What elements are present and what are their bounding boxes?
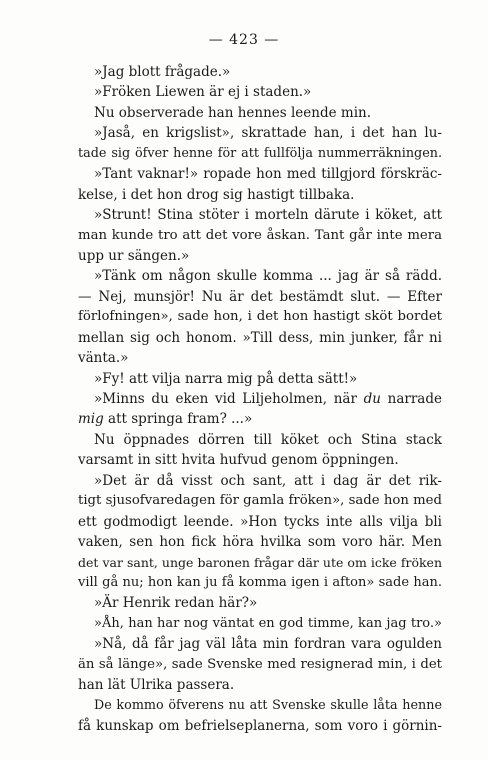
text-line: »Fy! att vilja narra mig på detta sätt!»: [94, 370, 358, 387]
text-line: De kommo öfverens nu att Svenske skulle låta henne: [94, 697, 442, 713]
text-line: få kunskap om befrielseplanerna, som voro i görnin-: [78, 718, 442, 734]
text-line: vänta.»: [78, 350, 129, 367]
emphasized-word: mig: [78, 411, 104, 428]
text-line: varsamt in sitt hvita hufvud genom öppningen.: [78, 452, 399, 469]
text-line: det var sant, unge baronen frågar där ute om icke fröken: [78, 554, 442, 570]
text-line: kelse, i det hon drog sig hastigt tillbaka.: [78, 186, 355, 203]
text-line: man kunde tro att det vore åskan. Tant går inte mera: [78, 227, 442, 243]
text-line: tigt sjusofvaredagen för gamla fröken», sade hon med: [78, 493, 442, 509]
text-line: — Nej, munsjör! Nu är det bestämdt slut. — Efter: [78, 288, 442, 305]
text-line: Nu öppnades dörren till köket och Stina stack: [94, 431, 442, 448]
text-line: »Åh, han har nog väntat en god timme, kan jag tro.»: [94, 615, 442, 631]
body-text: [78, 62, 442, 736]
text-line: »Tant vaknar!» ropade hon med tillgjord förskräc-: [94, 166, 442, 183]
text-line: förlofningen», sade hon, i det hon hastigt sköt bordet: [78, 309, 442, 325]
text-line: »Minns du eken vid Liljeholmen, när du narrade: [94, 391, 442, 407]
text-line: »Nå, då får jag väl låta min fordran vara ogulden: [94, 636, 442, 653]
text-line: »Jaså, en krigslist», skrattade han, i det han lu-: [94, 125, 442, 142]
text-line: ett godmodigt leende. »Hon tycks inte alls vilja bli: [78, 513, 442, 530]
text-line: än så länge», sade Svenske med resignerad min, i det: [78, 656, 442, 672]
text-line: mig att springa fram? ...»: [78, 411, 253, 428]
text-line: »Jag blott frågade.»: [94, 64, 231, 80]
text-line: mellan sig och honom. »Till dess, min junker, får ni: [78, 329, 442, 346]
text-line: »Det är då visst och sant, att i dag är det rik-: [94, 472, 442, 489]
page-number: — 423 —: [208, 32, 280, 48]
text-line: vaken, sen hon fick höra hvilka som voro här. Men: [78, 534, 442, 551]
text-line: »Är Henrik redan här?»: [94, 595, 258, 612]
text-line: »Fröken Liewen är ej i staden.»: [94, 84, 312, 101]
text-line: Nu observerade han hennes leende min.: [94, 104, 372, 121]
text-line: tade sig öfver henne för att fullfölja nummerräkningen.: [78, 145, 442, 161]
text-line: vill gå nu; hon kan ju få komma igen i afton» sade han.: [78, 574, 442, 590]
text-line: »Strunt! Stina stöter i morteln därute i köket, att: [94, 207, 442, 224]
text-line: upp ur sängen.»: [78, 247, 190, 264]
text-line: »Tänk om någon skulle komma ... jag är så rädd.: [94, 268, 442, 285]
text-line: han lät Ulrika passera.: [78, 677, 235, 694]
emphasized-word: du: [363, 391, 381, 407]
